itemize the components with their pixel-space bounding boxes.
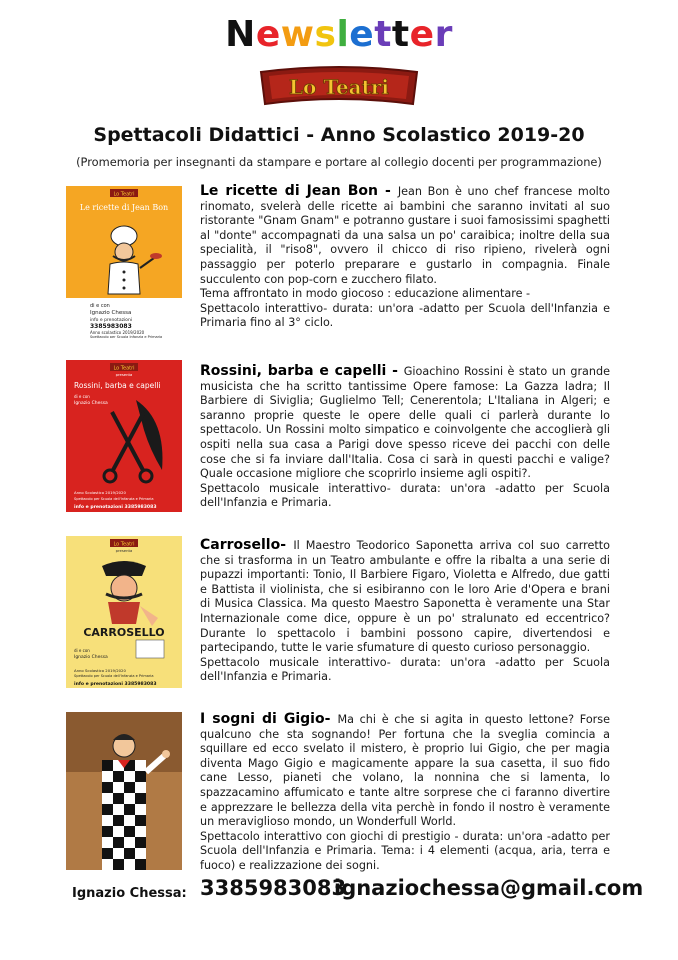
svg-text:Spettacolo per Scuola dell'Inf: Spettacolo per Scuola dell'Infanzia e Primaria <box>74 674 154 678</box>
svg-text:Anno Scolastico 2019/2020: Anno Scolastico 2019/2020 <box>74 668 126 673</box>
svg-text:Lo Teatri: Lo Teatri <box>288 75 390 99</box>
svg-text:presenta: presenta <box>115 548 133 553</box>
svg-text:Le ricette di Jean Bon: Le ricette di Jean Bon <box>79 203 169 212</box>
title-letter: e <box>349 14 375 55</box>
show-title: Le ricette di Jean Bon <box>200 183 379 199</box>
memo-note: (Promemoria per insegnanti da stampare e portare al collegio docenti per programmazione) <box>76 155 602 169</box>
svg-text:Ignazio Chessa: Ignazio Chessa <box>90 310 132 316</box>
svg-text:Lo Teatri: Lo Teatri <box>113 541 135 548</box>
show-details: Spettacolo interattivo con giochi di prestigio - durata: un'ora -adatto per Scuola dell'Infanzia e Primaria. Tema: i 4 elementi (acqua, aria, terra e fuoco) e realizzazione dei sogni. <box>200 829 610 872</box>
svg-text:Ignazio Chessa: Ignazio Chessa <box>74 401 108 406</box>
show-theme: Tema affrontato in modo giocoso : educazione alimentare - <box>200 287 531 301</box>
poster-gigio <box>66 712 182 870</box>
show-details: Spettacolo musicale interattivo- durata: un'ora -adatto per Scuola dell'Infanzia e Primaria. <box>200 655 610 684</box>
contact-phone: 3385983083 <box>200 876 347 900</box>
title-letter: t <box>374 14 392 55</box>
show-description-block <box>200 364 610 482</box>
svg-text:info e prenotazioni: info e prenotazioni <box>90 318 133 323</box>
show-details: Spettacolo interattivo- durata: un'ora -adatto per Scuola dell'Infanzia e Primaria fino al 3° ciclo. <box>200 301 610 330</box>
show-description-block <box>200 712 610 830</box>
title-letter: e <box>255 14 281 55</box>
title-letter: r <box>434 14 453 55</box>
show-title: Rossini, barba e capelli <box>200 363 387 379</box>
svg-text:di e con: di e con <box>74 648 90 653</box>
svg-text:Anno Scolastico 2019/2020: Anno Scolastico 2019/2020 <box>74 490 126 495</box>
svg-text:Lo Teatri: Lo Teatri <box>113 365 135 372</box>
svg-text:3385983083: 3385983083 <box>90 323 132 330</box>
title-separator: - <box>386 363 404 379</box>
svg-text:di e con: di e con <box>74 394 90 399</box>
show-carrosello <box>200 538 610 685</box>
poster-jean-bon <box>66 186 182 338</box>
title-letter: e <box>409 14 435 55</box>
svg-text:info e prenotazioni 3385983083: info e prenotazioni 3385983083 <box>74 505 157 510</box>
page-subtitle: Spettacoli Didattici - Anno Scolastico 2019-20 <box>93 124 585 146</box>
title-separator: - <box>280 537 294 553</box>
show-title: Carrosello <box>200 537 281 553</box>
svg-text:Spettacolo per Scuola dell'Inf: Spettacolo per Scuola dell'Infanzia e Primaria <box>74 497 154 501</box>
newsletter-title <box>0 14 678 55</box>
show-jean-bon <box>200 184 610 331</box>
contact-email: ignaziochessa@gmail.com <box>334 876 644 900</box>
show-gigio <box>200 712 610 874</box>
show-description-block <box>200 538 610 656</box>
svg-text:presenta: presenta <box>115 372 133 377</box>
show-description: Jean Bon è uno chef francese molto rinomato, svelerà delle ricette ai bambini che saranno invitati al suo ristorante "Gnam Gnam" e potranno gustare i suoi famosissimi spaghetti al "donte" accompagnati da una salsa un po' caraibica; inoltre della sua specialità, il "riso8", ovvero il chicco di riso ripieno, rivelerà ogni passaggio per poterlo preparare e gustarlo in compagnia. Finale succulento con pop-corn e zucchero filato. <box>200 185 610 286</box>
lo-teatri-logo <box>255 64 423 110</box>
title-letter: t <box>391 14 410 55</box>
svg-text:Rossini, barba e capelli: Rossini, barba e capelli <box>74 381 161 390</box>
title-separator: - <box>378 183 398 199</box>
svg-text:Lo Teatri: Lo Teatri <box>113 191 135 198</box>
title-letter: w <box>280 14 315 55</box>
contact-footer <box>72 876 644 908</box>
svg-text:di e con: di e con <box>90 303 110 309</box>
show-description-block <box>200 184 610 287</box>
show-description: Il Maestro Teodorico Saponetta arriva col suo carretto che si trasforma in un Teatro ambulante e offre la ribalta a una serie di pupazzi importanti: Tonio, Il Barbiere Figaro, Violetta e Alfredo, due gatti e Battista il violinista, che si esibiranno con le loro Arie d'Opera e brani di Musica Classica. Ma questo Maestro Saponetta è veramente una Star Internazionale come dice, oppure è un po' stralunato ed eccentrico? Durante lo spettacolo i bambini possono capire, divertendosi e partecipando, tutte le varie sfumature di questo curioso personaggio. <box>200 539 610 655</box>
title-letter: N <box>225 14 256 55</box>
title-letter: l <box>336 14 350 55</box>
poster-carrosello <box>66 536 182 688</box>
svg-text:CARROSELLO: CARROSELLO <box>83 626 165 639</box>
contact-name: Ignazio Chessa: <box>72 886 187 901</box>
show-description: Ma chi è che si agita in questo lettone? Forse qualcuno che sta sognando! Per fortuna che la sveglia comincia a squillare ed ecco svelato il mistero, è proprio lui Gigio, che per magia diventa Mago Gigio e magicamente appare la sua casetta, il suo fido cane Lesso, pianeti che volano, la nonnina che si lamenta, lo spazzacamino affumicato e tante altre sorprese che ci faranno divertire e apprezzare le bellezza della vita perchè in fondo il nostro è veramente un meraviglioso mondo, un Wonderfull World. <box>200 713 610 829</box>
show-title: I sogni di Gigio <box>200 711 325 727</box>
title-separator: - <box>324 711 338 727</box>
show-details: Spettacolo musicale interattivo- durata: un'ora -adatto per Scuola dell'Infanzia e Primaria. <box>200 481 610 510</box>
show-description: Gioachino Rossini è stato un grande musicista che ha scritto tantissime Opere famose: La Gazza ladra; Il Barbiere di Siviglia; Guglielmo Tell; Cenerentola; L'Italiana in Algeri; e saranno proprie queste le opere delle quali ci parlerà durante lo spettacolo. Un Rossini molto simpatico e coinvolgente che accoglierà gli ospiti nella sua casa a Parigi dove spesso riceve dei pacchi con delle cose che si fa inviare dall'Italia. Cosa ci sarà in questi pacchi e valige? Quale occasione migliore che scoprirlo insieme agli ospiti?. <box>200 365 610 481</box>
svg-text:info e prenotazioni 3385983083: info e prenotazioni 3385983083 <box>74 682 157 687</box>
poster-rossini <box>66 360 182 512</box>
show-rossini <box>200 364 610 511</box>
svg-text:Spettacolo per Scuola Infanzia: Spettacolo per Scuola Infanzia e Primaria <box>90 335 163 338</box>
svg-text:Ignazio Chessa: Ignazio Chessa <box>74 655 108 660</box>
svg-text:Anno scolastico 2019/2020: Anno scolastico 2019/2020 <box>90 330 145 335</box>
title-letter: s <box>314 14 337 55</box>
